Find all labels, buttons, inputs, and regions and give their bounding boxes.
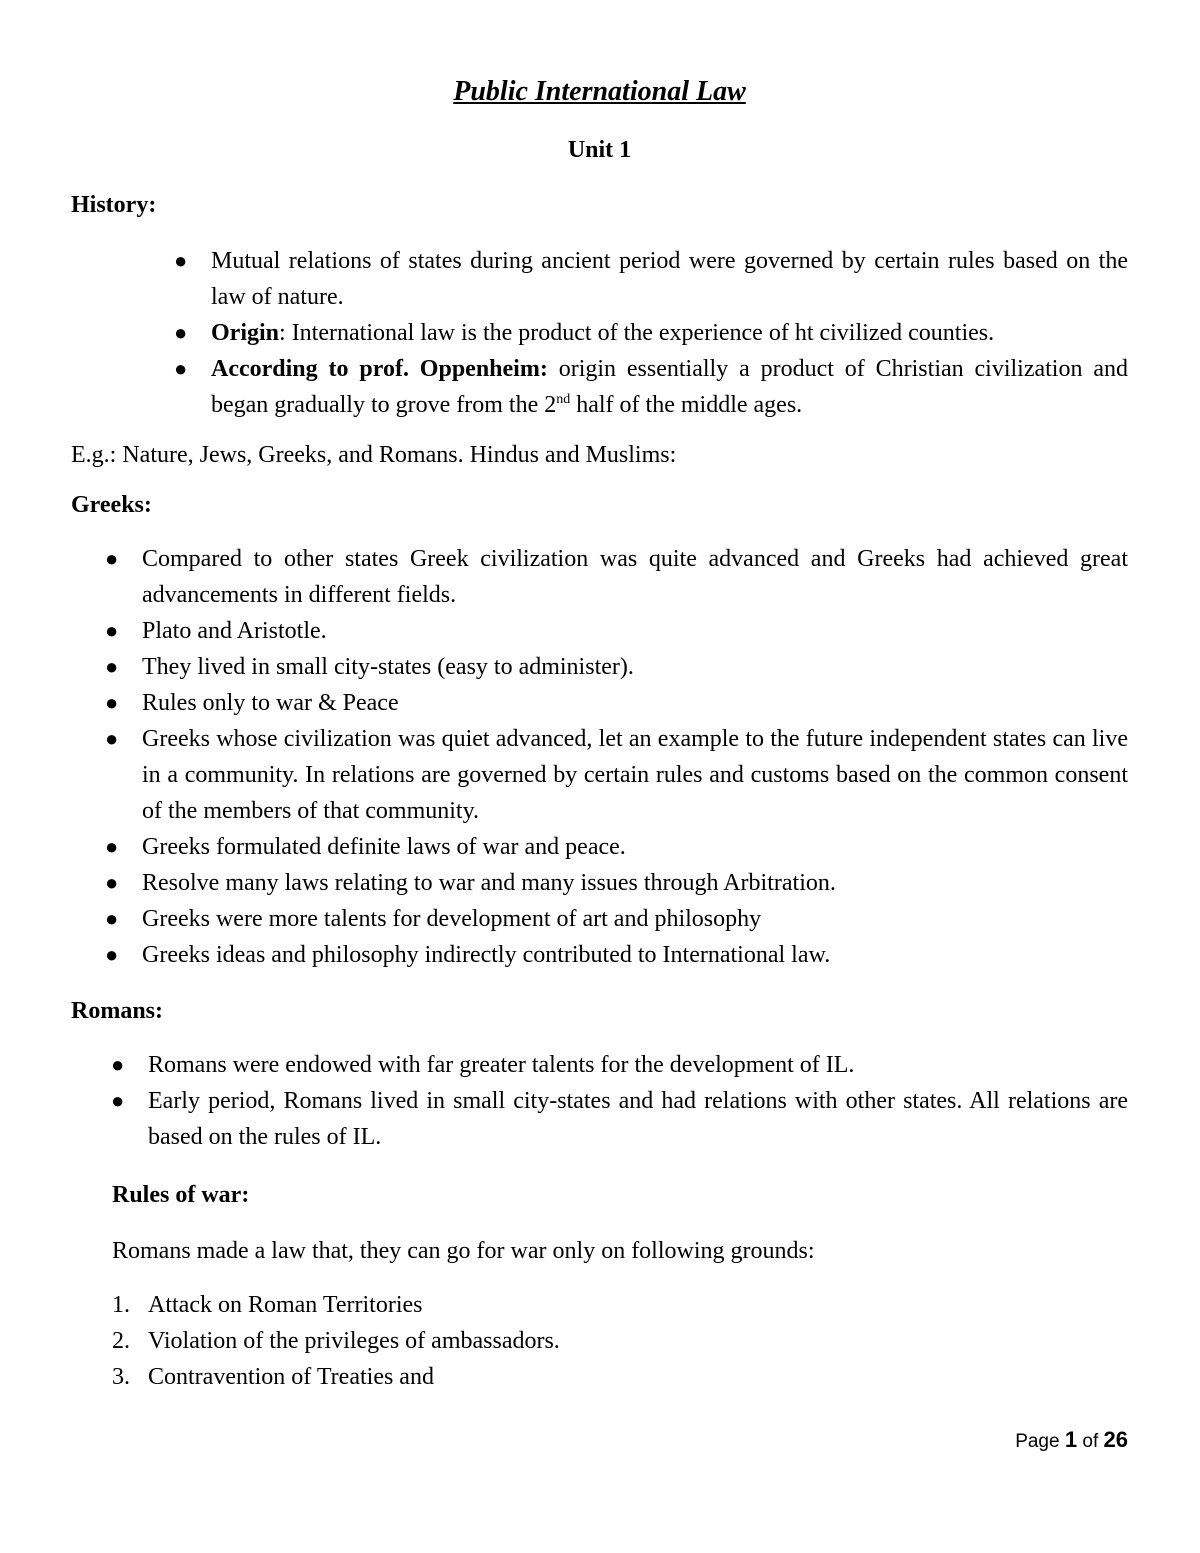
list-item: 1. Attack on Roman Territories	[71, 1287, 1128, 1323]
bullet-icon: ●	[105, 870, 119, 895]
list-item: ● Mutual relations of states during ancient period were governed by certain rules based on the law of nature.	[71, 243, 1128, 315]
of-word: of	[1082, 1431, 1099, 1452]
history-list	[71, 243, 1128, 423]
bullet-icon: ●	[105, 618, 119, 643]
bullet-icon: ●	[174, 320, 188, 345]
bullet-icon: ●	[111, 1088, 125, 1113]
bullet-icon: ●	[174, 248, 188, 273]
page-footer	[1015, 1427, 1128, 1453]
list-item: ● Plato and Aristotle.	[71, 613, 1128, 649]
item-number: 3.	[112, 1364, 130, 1390]
bullet-icon: ●	[105, 942, 119, 967]
list-item: ● Greeks ideas and philosophy indirectly contributed to International law.	[71, 937, 1128, 973]
history-heading: History:	[71, 192, 157, 218]
list-item: ● Greeks were more talents for development of art and philosophy	[71, 901, 1128, 937]
item-number: 2.	[112, 1328, 130, 1354]
list-item: ● Romans were endowed with far greater talents for the development of IL.	[71, 1047, 1128, 1083]
item-number: 1.	[112, 1292, 130, 1318]
greeks-heading: Greeks:	[71, 492, 152, 518]
war-grounds-list	[71, 1287, 1128, 1395]
document-title: Public International Law	[453, 76, 746, 107]
example-line: E.g.: Nature, Jews, Greeks, and Romans. Hindus and Muslims:	[71, 442, 677, 468]
bullet-icon: ●	[111, 1052, 125, 1077]
page-total: 26	[1103, 1427, 1128, 1452]
page-word: Page	[1015, 1431, 1060, 1452]
unit-heading: Unit 1	[567, 137, 632, 163]
list-item: 2. Violation of the privileges of ambassadors.	[71, 1323, 1128, 1359]
rules-of-war-heading: Rules of war:	[112, 1182, 250, 1208]
list-item: ● They lived in small city-states (easy to administer).	[71, 649, 1128, 685]
list-item: ● Early period, Romans lived in small city-states and had relations with other states. All relations are based on the rules of IL.	[71, 1083, 1128, 1155]
romans-list	[71, 1047, 1128, 1155]
romans-heading: Romans:	[71, 998, 164, 1024]
oppenheim-label: According to prof. Oppenheim:	[211, 356, 548, 382]
page-number: 1	[1064, 1427, 1078, 1452]
rules-intro: Romans made a law that, they can go for war only on following grounds:	[112, 1238, 815, 1264]
bullet-icon: ●	[105, 834, 119, 859]
list-item: ● Greeks formulated definite laws of war and peace.	[71, 829, 1128, 865]
list-item: ● Resolve many laws relating to war and many issues through Arbitration.	[71, 865, 1128, 901]
greeks-list	[71, 541, 1128, 973]
list-item: ● Greeks whose civilization was quiet advanced, let an example to the future independent states can live in a community. In relations are governed by certain rules and customs based on the common consent of the members of that community.	[71, 721, 1128, 829]
list-item: ● Origin: International law is the product of the experience of ht civilized counties.	[71, 315, 1128, 351]
list-item: ● Rules only to war & Peace	[71, 685, 1128, 721]
bullet-icon: ●	[105, 726, 119, 751]
list-item: 3. Contravention of Treaties and	[71, 1359, 1128, 1395]
bullet-icon: ●	[105, 546, 119, 571]
bullet-icon: ●	[105, 906, 119, 931]
page-content	[71, 76, 1128, 1395]
bullet-icon: ●	[105, 654, 119, 679]
bullet-icon: ●	[105, 690, 119, 715]
list-item: ● According to prof. Oppenheim: origin essentially a product of Christian civilization and began gradually to grove from the 2nd half of the middle ages.	[71, 351, 1128, 423]
origin-label: Origin	[211, 320, 280, 346]
bullet-icon: ●	[174, 356, 188, 381]
list-item: ● Compared to other states Greek civilization was quite advanced and Greeks had achieved great advancements in different fields.	[71, 541, 1128, 613]
